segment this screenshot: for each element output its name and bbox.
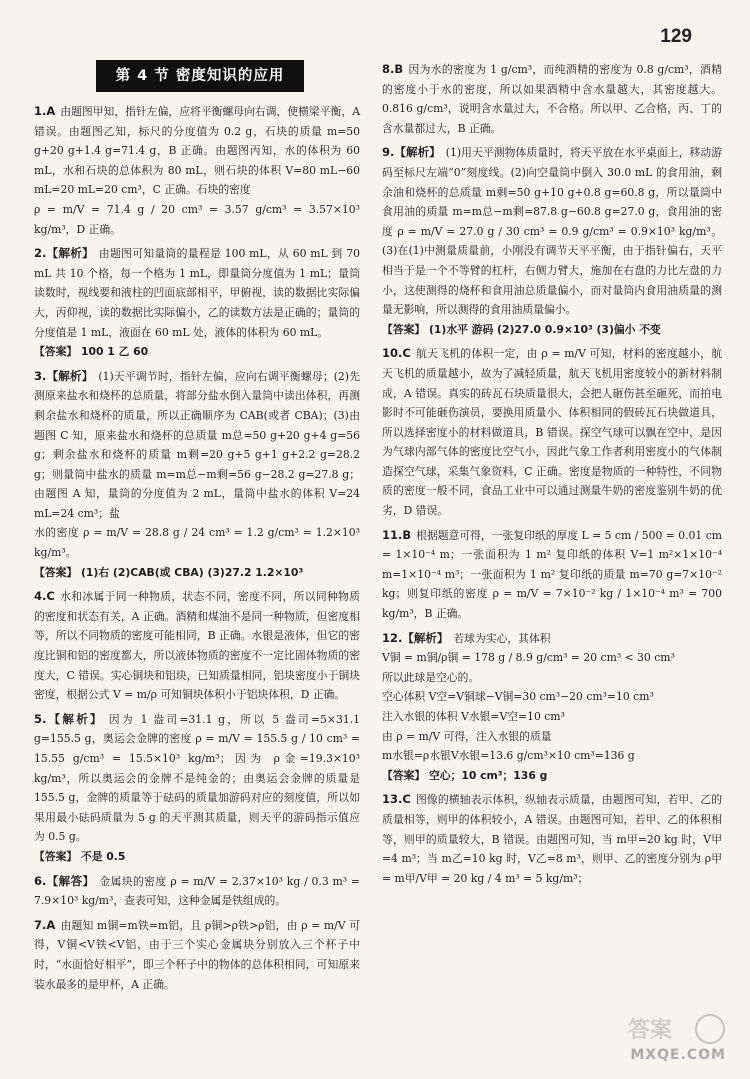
answer-line	[382, 687, 722, 707]
answer-line	[382, 60, 722, 138]
answer-text: 根据题意可得，一张复印纸的厚度 L = 5 cm / 500 = 0.01 cm = 1×10⁻⁴ m；一张面积为 1 m² 复印纸的体积 V=1 m²×1×10⁻⁴ m=1×10⁻⁴ m³；一张面积为 1 m² 复印纸的质量 m=70 g=7×10⁻² kg；则复印纸的密度 ρ = m/V = 7×10⁻² kg / 1×10⁻⁴ m³ = 700 kg/m³，B 正确。	[382, 528, 722, 621]
answer-text: 水的密度 ρ = m/V = 28.8 g / 24 cm³ = 1.2 g/cm³ = 1.2×10³ kg/m³。	[34, 526, 360, 560]
answer-line	[382, 746, 722, 766]
answer-line	[382, 790, 722, 888]
answer-line	[34, 200, 360, 239]
answer-text: 金属块的密度 ρ = m/V = 2.37×10³ kg / 0.3 m³ = 7.9×10³ kg/m³，查表可知，这种金属是铁组成的。	[34, 874, 360, 908]
answer-line	[382, 648, 722, 668]
answer-line	[382, 629, 722, 649]
final-answer: 【答案】 (1)水平 游码 (2)27.0 0.9×10³ (3)偏小 不变	[382, 322, 661, 336]
answer-line	[382, 143, 722, 319]
question-number: 4.C	[34, 589, 55, 604]
question-number: 11.B	[382, 527, 412, 542]
answer-item	[382, 60, 722, 138]
answer-text: 因为水的密度为 1 g/cm³，而纯酒精的密度为 0.8 g/cm³，酒精的密度小于水的密度，所以如果酒精中含水量越大，其密度越大。0.816 g/cm³，说明含水量过大，不合格。所以甲、乙合格，丙、丁的含水量都过大，B 正确。	[382, 63, 722, 135]
answer-text: m水银=ρ水银V水银=13.6 g/cm³×10 cm³=136 g	[382, 749, 635, 763]
answer-item	[382, 526, 722, 624]
question-number: 3.【解析】	[34, 368, 94, 383]
answer-line	[34, 916, 360, 994]
answer-text: 由题图可知量筒的量程是 100 mL，从 60 mL 到 70 mL 共 10 个格，每一个格为 1 mL，即量筒分度值为 1 mL；量筒读数时，视线要和液柱的凹面底部相平，甲俯视，读的数据比实际偏大，丙仰视，读的数据比实际偏小，乙的读数方法是正确的；量筒的分度值是 1 mL，液面在 60 mL 处，液体的体积为 60 mL。	[34, 247, 360, 339]
answer-text: 由题知 m铜=m铁=m铝，且 ρ铜>ρ铁>ρ铝，由 ρ = m/V 可得，V铜<V铁<V铝，由于三个实心金属块分别放入三个杯子中时，“水面恰好相平”，即三个杯子中的物体的总体积相同，可知原来装水最多的是甲杯，A 正确。	[34, 918, 360, 991]
answer-text: 航天飞机的体积一定，由 ρ = m/V 可知，材料的密度越小，航天飞机的质量越小，故为了减轻质量，航天飞机用密度较小的新材料制成，A 错误。真实的砖瓦石块质量很大，会把人砸伤甚至砸死，而拍电影时不可能砸伤演员，要换用质量小、体积相同的假砖瓦石块做道具，所以选择密度小的材料做道具，B 错误。探空气球可以飘在空中，是因为气球内部气体的密度比空气小，因此气象工作者利用密度小的气体制造探空气球，采集气象资料，C 正确。密度是物质的一种特性，不同物质的密度一般不同，食品工业中可以通过测量牛奶的密度鉴别牛奶的优劣，D 错误。	[382, 347, 722, 518]
final-answer: 【答案】 (1)右 (2)CAB(或 CBA) (3)27.2 1.2×10³	[34, 565, 304, 579]
answer-line	[382, 344, 722, 520]
question-number: 6.【解答】	[34, 873, 95, 888]
page-number: 129	[660, 26, 692, 47]
answer-item	[34, 916, 360, 994]
answer-line	[34, 872, 360, 911]
answer-item	[382, 629, 722, 786]
answer-line	[34, 367, 360, 524]
answer-text: 由 ρ = m/V 可得，注入水银的质量	[382, 729, 552, 743]
left-items-list	[34, 102, 360, 994]
answer-text: 图像的横轴表示体积，纵轴表示质量，由题图可知，若甲、乙的质量相等，则甲的体积较小，A 错误。由题图可知，若甲、乙的体积相等，则甲的质量较大，B 错误。由题图可知，当 m甲=20 kg 时，V甲=4 m³；当 m乙=10 kg 时，V乙=8 m³，则甲、乙的密度分别为 ρ甲 = m甲/V甲 = 20 kg / 4 m³ = 5 kg/m³；	[382, 793, 722, 885]
answer-text: 若球为实心，其体积	[453, 631, 551, 645]
answer-line	[34, 523, 360, 562]
answer-item	[34, 244, 360, 362]
answer-line	[34, 587, 360, 705]
question-number: 7.A	[34, 917, 56, 932]
answer-text: (1)用天平测物体质量时，将天平放在水平桌面上，移动游码至标尺左端“0”刻度线。(2)向空量筒中倒入 30.0 mL 的食用油，剩余油和烧杯的总质量 m剩=50 g+10 g+0.8 g=60.8 g，所以量筒中食用油的质量 m=m总−m剩=87.8 g−60.8 g=27.0 g，食用油的密度 ρ = m/V = 27.0 g / 30 cm³ = 0.9 g/cm³ = 0.9×10³ kg/m³。(3)在(1)中测量质量前，小刚没有调节天平平衡，由于指针偏右，天平相当于是一个不等臂的杠杆，右侧力臂大，施加在右盘的力比左盘的力小，这使测得的烧杯和食用油总质量偏小，而对量筒内食用油质量的测量无影响，所以测得的食用油质量偏小。	[382, 146, 722, 317]
answer-text: 注入水银的体积 V水银=V空=10 cm³	[382, 710, 565, 723]
final-answer: 【答案】 不是 0.5	[34, 849, 126, 863]
right-items-list	[382, 60, 722, 888]
question-number: 2.【解析】	[34, 246, 94, 261]
answer-text: V铜 = m铜/ρ铜 = 178 g / 8.9 g/cm³ = 20 cm³ < 30 cm³	[382, 651, 675, 665]
question-number: 13.C	[382, 792, 411, 807]
answer-item	[382, 790, 722, 888]
final-answer: 【答案】 空心；10 cm³；136 g	[382, 768, 548, 782]
answer-item	[382, 344, 722, 520]
answer-line	[34, 710, 360, 847]
answer-text: (1)天平调节时，指针左偏，应向右调平衡螺母；(2)先测原来盐水和烧杯的总质量，将部分盐水倒入量筒中读出体积，再测剩余盐水和烧杯的质量，所以正确顺序为 CAB(或者 CBA)；(3)由题图 C 知，原来盐水和烧杯的总质量 m总=50 g+20 g+4 g=56 g；剩余盐水和烧杯的质量 m剩=20 g+5 g+1 g+2.2 g=28.2 g；则量筒中盐水的质量 m=m总−m剩=56 g−28.2 g=27.8 g；由题图 A 知，量筒的分度值为 2 mL，量筒中盐水的体积 V=24 mL=24 cm³；盐	[34, 369, 360, 520]
answer-text: 由题图甲知，指针左偏，应将平衡螺母向右调，使横梁平衡，A 错误。由题图乙知，标尺的分度值为 0.2 g，石块的质量 m=50 g+20 g+1.4 g=71.4 g，B 正确。由题图丙知，水的体积为 60 mL，水和石块的总体积为 80 mL，则石块的体积 V=80 mL−60 mL=20 mL=20 cm³，C 正确。石块的密度	[34, 105, 360, 197]
answer-line	[34, 102, 360, 200]
answer-text: ρ = m/V = 71.4 g / 20 cm³ = 3.57 g/cm³ = 3.57×10³ kg/m³，D 正确。	[34, 202, 360, 236]
left-column	[34, 60, 360, 999]
answer-item	[34, 710, 360, 867]
answer-text: 空心体积 V空=V铜球−V铜=30 cm³−20 cm³=10 cm³	[382, 690, 654, 704]
answer-item	[382, 143, 722, 339]
question-number: 10.C	[382, 346, 411, 361]
answer-item	[34, 587, 360, 705]
answer-line	[382, 526, 722, 624]
question-number: 5.【解析】	[34, 711, 104, 726]
svg-text:答案: 答案	[628, 1018, 673, 1043]
right-column	[382, 60, 722, 893]
answer-line	[382, 707, 722, 727]
section-title: 第 4 节 密度知识的应用	[96, 60, 304, 92]
answer-item	[34, 872, 360, 911]
answer-item	[34, 102, 360, 239]
question-number: 1.A	[34, 104, 56, 118]
question-number: 8.B	[382, 62, 404, 76]
answer-line	[382, 668, 722, 688]
watermark-text: MXQE.COM	[630, 1047, 726, 1063]
answer-item	[34, 367, 360, 583]
question-number: 12.【解析】	[382, 630, 449, 645]
answer-text: 因为 1 盎司=31.1 g，所以 5 盎司=5×31.1 g=155.5 g，奥运会金牌的密度 ρ = m/V = 155.5 g / 10 cm³ = 15.55 g/cm³ = 15.5×10³ kg/m³；因为 ρ金=19.3×10³ kg/m³，所以奥运会的金牌不是纯金的；由奥运会金牌的质量是 155.5 g，金牌的质量等于砝码的质量加游码对应的刻度值，所以如果用最小砝码质量为 5 g 的天平测其质量，则天平的游码指示值应为 0.5 g。	[34, 712, 360, 844]
answer-text: 所以此球是空心的。	[382, 670, 480, 684]
final-answer: 【答案】 100 1 乙 60	[34, 345, 149, 359]
answer-line	[382, 727, 722, 747]
answer-line	[34, 244, 360, 342]
answer-text: 水和冰属于同一种物质，状态不同，密度不同，所以同种物质的密度和状态有关，A 正确。酒精和煤油不是同一种物质，但密度相等，所以不同物质的密度可能相同，B 正确。水银是液体，但它的密度比铜和铝的密度都大，所以液体物质的密度不一定比固体物质的密度大，C 错误。实心铜块和铝块，已知质量相同，铝块密度小于铜块密度，根据公式 V = m/ρ 可知铜块体积小于铝块体积，D 正确。	[34, 590, 360, 702]
question-number: 9.【解析】	[382, 145, 441, 160]
